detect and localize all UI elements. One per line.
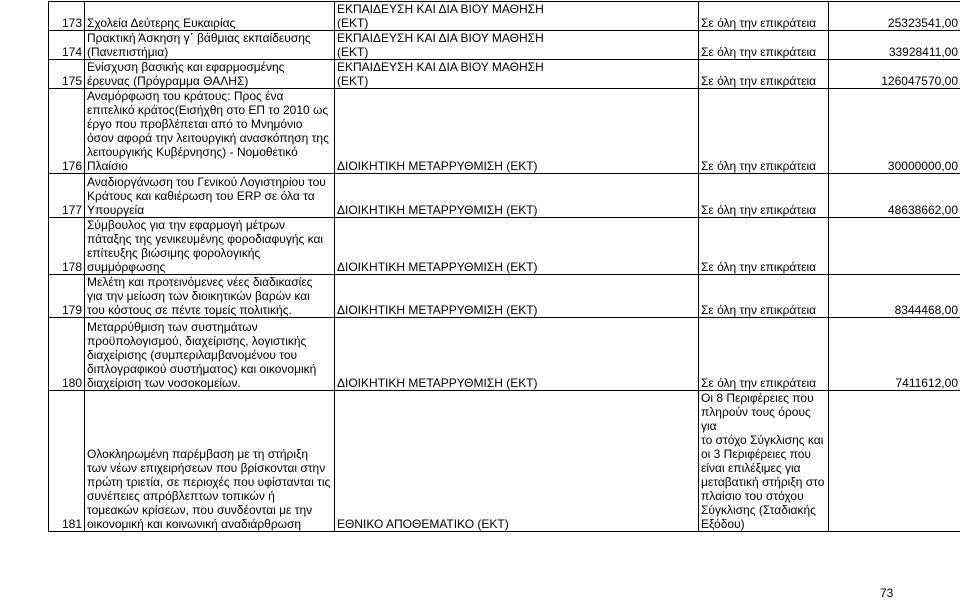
table-row (49, 218, 960, 275)
table-row (49, 174, 960, 218)
amount: 48638662,00 (829, 174, 960, 218)
row-number: 176 (49, 89, 85, 174)
region: Σε όλη την επικράτεια (699, 275, 829, 318)
region: Σε όλη την επικράτεια (699, 2, 829, 31)
operational-program: ΔΙΟΙΚΗΤΙΚΗ ΜΕΤΑΡΡΥΘΜΙΣΗ (ΕΚΤ) (335, 275, 699, 318)
amount (829, 391, 960, 532)
operational-program: ΕΚΠΑΙΔΕΥΣΗ ΚΑΙ ΔΙΑ ΒΙΟΥ ΜΑΘΗΣΗ (ΕΚΤ) (335, 2, 699, 31)
region: Σε όλη την επικράτεια (699, 174, 829, 218)
region: Σε όλη την επικράτεια (699, 89, 829, 174)
row-number: 177 (49, 174, 85, 218)
row-number: 173 (49, 2, 85, 31)
page-number: 73 (880, 586, 893, 600)
project-description: Σύμβουλος για την εφαρμογή μέτρων πάταξης της γενικευμένης φοροδιαφυγής και επίτευξης βιώσιμης φορολογικής συμμόρφωσης (85, 218, 335, 275)
row-number: 174 (49, 31, 85, 60)
amount: 8344468,00 (829, 275, 960, 318)
region: Οι 8 Περιφέρειες που πληρούν τους όρους για το στόχο Σύγκλισης και οι 3 Περιφέρειες που είναι επιλέξιμες για μεταβατική στήριξη στο πλαίσιο του στόχου Σύγκλισης (Σταδιακής Εξόδου) (699, 391, 829, 532)
operational-program: ΔΙΟΙΚΗΤΙΚΗ ΜΕΤΑΡΡΥΘΜΙΣΗ (ΕΚΤ) (335, 318, 699, 391)
operational-program: ΕΘΝΙΚΟ ΑΠΟΘΕΜΑΤΙΚΟ (ΕΚΤ) (335, 391, 699, 532)
row-number: 181 (49, 391, 85, 532)
table-row (49, 31, 960, 60)
operational-program: ΔΙΟΙΚΗΤΙΚΗ ΜΕΤΑΡΡΥΘΜΙΣΗ (ΕΚΤ) (335, 174, 699, 218)
row-number: 178 (49, 218, 85, 275)
amount (829, 218, 960, 275)
amount: 25323541,00 (829, 2, 960, 31)
table-row (49, 391, 960, 532)
table-row (49, 60, 960, 89)
project-description: Ολοκληρωμένη παρέμβαση με τη στήριξη των νέων επιχειρήσεων που βρίσκονται στην πρώτη τριετία, σε περιοχές που υφίστανται τις συνέπειες απρόβλεπτων τοπικών ή τομεακών κρίσεων, που συνδέονται με την οικονομική και κοινωνική αναδιάρθρωση (85, 391, 335, 532)
region: Σε όλη την επικράτεια (699, 318, 829, 391)
project-description: Αναδιοργάνωση του Γενικού Λογιστηρίου του Κράτους και καθιέρωση του ERP σε όλα τα Υπουργεία (85, 174, 335, 218)
table-row (49, 275, 960, 318)
project-description: Πρακτική Άσκηση γ΄ βάθμιας εκπαίδευσης (Πανεπιστήμια) (85, 31, 335, 60)
row-number: 179 (49, 275, 85, 318)
table-row (49, 89, 960, 174)
operational-program: ΕΚΠΑΙΔΕΥΣΗ ΚΑΙ ΔΙΑ ΒΙΟΥ ΜΑΘΗΣΗ (ΕΚΤ) (335, 31, 699, 60)
operational-program: ΕΚΠΑΙΔΕΥΣΗ ΚΑΙ ΔΙΑ ΒΙΟΥ ΜΑΘΗΣΗ (ΕΚΤ) (335, 60, 699, 89)
project-description: Μελέτη και προτεινόμενες νέες διαδικασίες για την μείωση των διοικητικών βαρών και του κόστους σε πέντε τομείς πολιτικής. (85, 275, 335, 318)
row-number: 180 (49, 318, 85, 391)
region: Σε όλη την επικράτεια (699, 31, 829, 60)
project-description: Αναμόρφωση του κράτους: Προς ένα επιτελικό κράτος(Εισήχθη στο ΕΠ το 2010 ως έργο που προβλέπεται από το Μνημόνιο όσον αφορά την λειτουργική ανασκόπηση της λειτουργικής Κυβέρνησης) - Νομοθετικό Πλαίσιο (85, 89, 335, 174)
region: Σε όλη την επικράτεια (699, 60, 829, 89)
table-row (49, 2, 960, 31)
region: Σε όλη την επικράτεια (699, 218, 829, 275)
project-description: Σχολεία Δεύτερης Ευκαιρίας (85, 2, 335, 31)
operational-program: ΔΙΟΙΚΗΤΙΚΗ ΜΕΤΑΡΡΥΘΜΙΣΗ (ΕΚΤ) (335, 218, 699, 275)
operational-program: ΔΙΟΙΚΗΤΙΚΗ ΜΕΤΑΡΡΥΘΜΙΣΗ (ΕΚΤ) (335, 89, 699, 174)
amount: 7411612,00 (829, 318, 960, 391)
projects-table (48, 1, 960, 532)
project-description: Ενίσχυση βασικής και εφαρμοσμένης έρευνας (Πρόγραμμα ΘΑΛΗΣ) (85, 60, 335, 89)
amount: 33928411,00 (829, 31, 960, 60)
amount: 126047570,00 (829, 60, 960, 89)
table-row (49, 318, 960, 391)
row-number: 175 (49, 60, 85, 89)
project-description: Μεταρρύθμιση των συστημάτων προϋπολογισμού, διαχείρισης, λογιστικής διαχείρισης (συμπεριλαμβανομένου του διπλογραφικού συστήματος) και οικονομική διαχείριση των νοσοκομείων. (85, 318, 335, 391)
amount: 30000000,00 (829, 89, 960, 174)
